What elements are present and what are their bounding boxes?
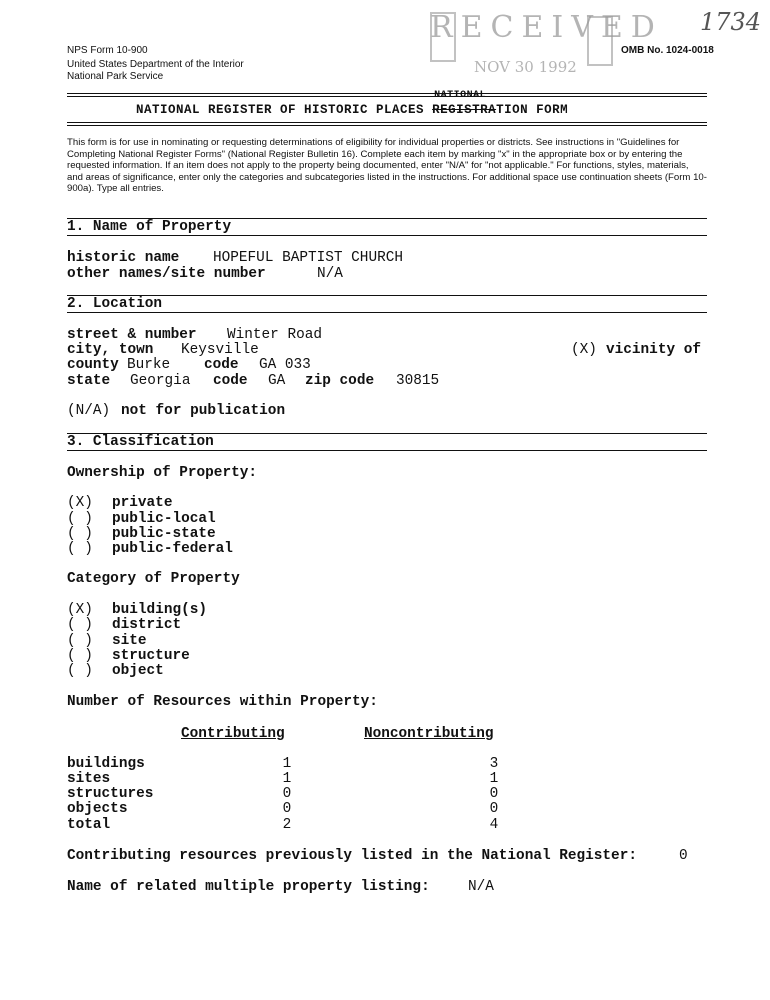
zip-code-label: zip code bbox=[305, 373, 375, 389]
resource-noncontrib-sites: 1 bbox=[489, 771, 499, 787]
category-mark-2: ( ) bbox=[67, 633, 93, 649]
stamp-date: NOV 30 1992 bbox=[474, 58, 577, 76]
vicinity-label: vicinity of bbox=[606, 342, 701, 358]
instructions-paragraph: This form is for use in nominating or requesting determinations of eligibility for individual properties or districts. See instructions in "Guidelines for Completing National Register Forms" (National Register Bulletin 16). Complete each item by marking "x" in the appropriate box or by entering the requested information. If an item does not apply to the property being documented, enter "N/A" for "not applicable." For functions, styles, materials, and areas of significance, enter only the categories and subcategories listed in the instructions. For additional space use continuation sheets (Form 10-900a). Type all entries. bbox=[67, 137, 707, 194]
section2-rule-top bbox=[67, 295, 707, 296]
form-number: NPS Form 10-900 bbox=[67, 45, 148, 56]
category-label-1: district bbox=[112, 617, 182, 633]
ownership-label-3: public-federal bbox=[112, 541, 233, 557]
previously-listed-value: 0 bbox=[679, 848, 688, 864]
title-rule-bottom bbox=[67, 122, 707, 123]
ownership-label-1: public-local bbox=[112, 511, 216, 527]
historic-name-row bbox=[67, 251, 179, 267]
category-label-0: building(s) bbox=[112, 602, 207, 618]
county-label: county bbox=[67, 357, 119, 373]
resource-label-objects: objects bbox=[67, 801, 128, 817]
resource-noncontrib-buildings: 3 bbox=[489, 756, 499, 772]
county-code-label: code bbox=[204, 357, 239, 373]
resource-label-buildings: buildings bbox=[67, 756, 145, 772]
form-title-right: TION FORM bbox=[496, 103, 569, 117]
city-label: city, town bbox=[67, 342, 154, 358]
form-title-struck: REGISTRA bbox=[432, 103, 497, 117]
resource-contrib-total: 2 bbox=[282, 817, 292, 833]
zip-code-value: 30815 bbox=[396, 373, 440, 389]
department-name: United States Department of the Interior bbox=[67, 59, 244, 70]
multiple-listing-value: N/A bbox=[468, 879, 494, 895]
resource-contrib-objects: 0 bbox=[282, 801, 292, 817]
category-mark-4: ( ) bbox=[67, 663, 93, 679]
vicinity-mark: (X) bbox=[571, 342, 597, 358]
ownership-mark-2: ( ) bbox=[67, 526, 93, 542]
state-code-value: GA bbox=[268, 373, 286, 389]
handwritten-reference-number: 1734 bbox=[700, 8, 762, 36]
resource-noncontrib-structures: 0 bbox=[489, 786, 499, 802]
historic-name-value: HOPEFUL BAPTIST CHURCH bbox=[213, 250, 403, 266]
resource-label-structures: structures bbox=[67, 786, 154, 802]
county-code-value: GA 033 bbox=[259, 357, 311, 373]
city-value: Keysville bbox=[181, 342, 259, 358]
title-rule-bottom-2 bbox=[67, 125, 707, 126]
ownership-mark-0: (X) bbox=[67, 495, 93, 511]
stamp-bracket-right bbox=[587, 16, 613, 66]
street-label: street & number bbox=[67, 327, 197, 343]
section1-heading: 1. Name of Property bbox=[67, 219, 232, 235]
resources-heading: Number of Resources within Property: bbox=[67, 694, 378, 710]
publication-mark: (N/A) bbox=[67, 403, 111, 419]
title-rule-top bbox=[67, 93, 707, 94]
state-value: Georgia bbox=[130, 373, 191, 389]
section3-rule-bottom bbox=[67, 450, 707, 451]
section2-rule-bottom bbox=[67, 312, 707, 313]
ownership-label-2: public-state bbox=[112, 526, 216, 542]
category-mark-3: ( ) bbox=[67, 648, 93, 664]
resource-contrib-buildings: 1 bbox=[282, 756, 292, 772]
other-names-label: other names/site number bbox=[67, 266, 266, 282]
publication-label: not for publication bbox=[121, 403, 286, 419]
category-heading: Category of Property bbox=[67, 571, 240, 587]
multiple-listing-label: Name of related multiple property listing: bbox=[67, 879, 430, 895]
category-label-4: object bbox=[112, 663, 164, 679]
section3-heading: 3. Classification bbox=[67, 434, 214, 450]
form-title-overwrite: NATIONAL bbox=[434, 90, 487, 101]
state-row bbox=[67, 374, 110, 390]
stamp-bracket-left bbox=[430, 12, 456, 62]
title-rule-top-2 bbox=[67, 96, 707, 97]
form-title bbox=[136, 90, 569, 117]
resource-contrib-structures: 0 bbox=[282, 786, 292, 802]
service-name: National Park Service bbox=[67, 71, 164, 82]
resource-label-total: total bbox=[67, 817, 111, 833]
ownership-heading: Ownership of Property: bbox=[67, 465, 257, 481]
historic-name-label: historic name bbox=[67, 250, 180, 266]
previously-listed-label: Contributing resources previously listed in the National Register: bbox=[67, 848, 637, 864]
county-value: Burke bbox=[127, 357, 171, 373]
other-names-row bbox=[67, 267, 266, 283]
received-stamp: RECEIVED bbox=[430, 10, 663, 45]
other-names-value: N/A bbox=[317, 266, 343, 282]
resource-label-sites: sites bbox=[67, 771, 111, 787]
resource-contrib-sites: 1 bbox=[282, 771, 292, 787]
resource-noncontrib-total: 4 bbox=[489, 817, 499, 833]
section2-heading: 2. Location bbox=[67, 296, 162, 312]
omb-number: OMB No. 1024-0018 bbox=[621, 45, 714, 56]
resource-noncontrib-objects: 0 bbox=[489, 801, 499, 817]
category-label-2: site bbox=[112, 633, 147, 649]
section1-rule-bottom bbox=[67, 235, 707, 236]
category-mark-1: ( ) bbox=[67, 617, 93, 633]
category-label-3: structure bbox=[112, 648, 190, 664]
form-title-left: NATIONAL REGISTER OF HISTORIC PLACES bbox=[136, 103, 425, 117]
state-code-label: code bbox=[213, 373, 248, 389]
county-row bbox=[67, 358, 119, 374]
ownership-label-0: private bbox=[112, 495, 173, 511]
ownership-mark-3: ( ) bbox=[67, 541, 93, 557]
ownership-mark-1: ( ) bbox=[67, 511, 93, 527]
noncontributing-column-header: Noncontributing bbox=[364, 726, 494, 742]
category-mark-0: (X) bbox=[67, 602, 93, 618]
state-label: state bbox=[67, 373, 111, 389]
street-value: Winter Road bbox=[227, 327, 322, 343]
contributing-column-header: Contributing bbox=[181, 726, 285, 742]
